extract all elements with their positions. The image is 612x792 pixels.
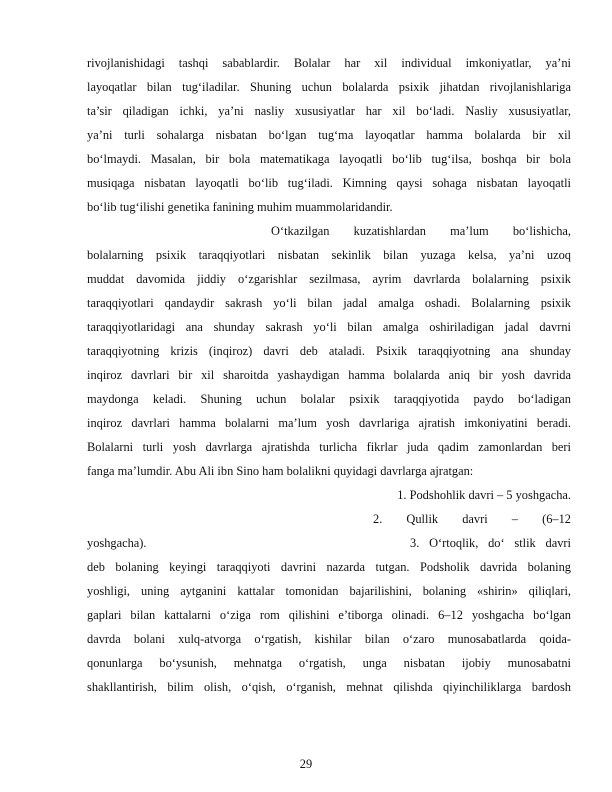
text-line: gaplari bilan kattalarni o‘ziga rom qilishini e’tiborga olinadi. 6–12 yoshgacha bo‘lgan (87, 608, 571, 622)
list-item: 1. Podshohlik davri – 5 yoshgacha. (397, 488, 571, 502)
text-line: musiqaga nisbatan layoqatli bo‘lib tug‘iladi. Kimning qaysi sohaga nisbatan layoqatli (87, 176, 571, 190)
list-item: 2. Qullik davri – (6–12 (373, 512, 571, 526)
text-line: taraqqiyotning krizis (inqiroz) davri deb ataladi. Psixik taraqqiyotning ana shunday (87, 344, 571, 358)
text-line: fanga ma’lumdir. Abu Ali ibn Sino ham bolalikni quyidagi davrlarga ajratgan: (87, 464, 474, 478)
text-line: shakllantirish, bilim olish, o‘qish, o‘rganish, mehnat qilishda qiyinchiliklarga bardosh (87, 680, 571, 694)
text-line: muddat davomida jiddiy o‘zgarishlar sezilmasa, ayrim davrlarda bolalarning psixik (87, 272, 571, 286)
text-line: bolalarning psixik taraqqiyotlari nisbatan sekinlik bilan yuzaga kelsa, ya’ni uzoq (87, 248, 571, 262)
text-line: bo‘lib tug‘ilishi genetika fanining muhim muammolaridandir. (87, 200, 393, 214)
text-line: taraqqiyotlaridagi ana shunday sakrash yo‘li bilan amalga oshiriladigan jadal davrni (87, 320, 571, 334)
text-line: ya’ni turli sohalarga nisbatan bo‘lgan tug‘ma layoqatlar hamma bolalarda bir xil (87, 128, 571, 142)
text-line: inqiroz davrlari hamma bolalarni ma’lum yosh davrlariga ajratish imkoniyatini beradi. (87, 416, 571, 430)
text-line: rivojlanishidagi tashqi sabablardir. Bolalar har xil individual imkoniyatlar, ya’ni (87, 56, 571, 70)
text-line: ta’sir qiladigan ichki, ya’ni nasliy xususiyatlar har xil bo‘ladi. Nasliy xususiyatlar, (87, 104, 571, 118)
indented-text-line: O‘tkazilgan kuzatishlardan ma’lum bo‘lishicha, (271, 224, 571, 238)
text-line: layoqatlar bilan tug‘iladilar. Shuning uchun bolalarda psixik jihatdan rivojlanishlariga (87, 80, 571, 94)
text-line: yoshligi, uning aytganini kattalar tomonidan bajarilishini, bolaning «shirin» qiliqlari, (87, 584, 571, 598)
text-line: Bolalarni turli yosh davrlarga ajratishda turlicha fikrlar juda qadim zamonlardan beri (87, 440, 571, 454)
list-item: 3. O‘rtoqlik, do‘ stlik davri (410, 536, 571, 550)
text-line: inqiroz davrlari bir xil sharoitda yashaydigan hamma bolalarda aniq bir yosh davrida (87, 368, 571, 382)
text-line: bo‘lmaydi. Masalan, bir bola matematikaga layoqatli bo‘lib tug‘ilsa, boshqa bir bola (87, 152, 571, 166)
text-line: qonunlarga bo‘ysunish, mehnatga o‘rgatish, unga nisbatan ijobiy munosabatni (87, 656, 571, 670)
text-line: taraqqiyotlari qandaydir sakrash yo‘li bilan jadal amalga oshadi. Bolalarning psixik (87, 296, 571, 310)
page-number: 29 (299, 757, 313, 771)
text-line: deb bolaning keyingi taraqqiyoti davrini nazarda tutgan. Podsholik davrida bolaning (87, 560, 571, 574)
text-line: yoshgacha). (87, 536, 147, 550)
text-line: maydonga keladi. Shuning uchun bolalar psixik taraqqiyotida paydo bo‘ladigan (87, 392, 571, 406)
text-line: davrda bolani xulq-atvorga o‘rgatish, kishilar bilan o‘zaro munosabatlarda qoida- (87, 632, 571, 646)
